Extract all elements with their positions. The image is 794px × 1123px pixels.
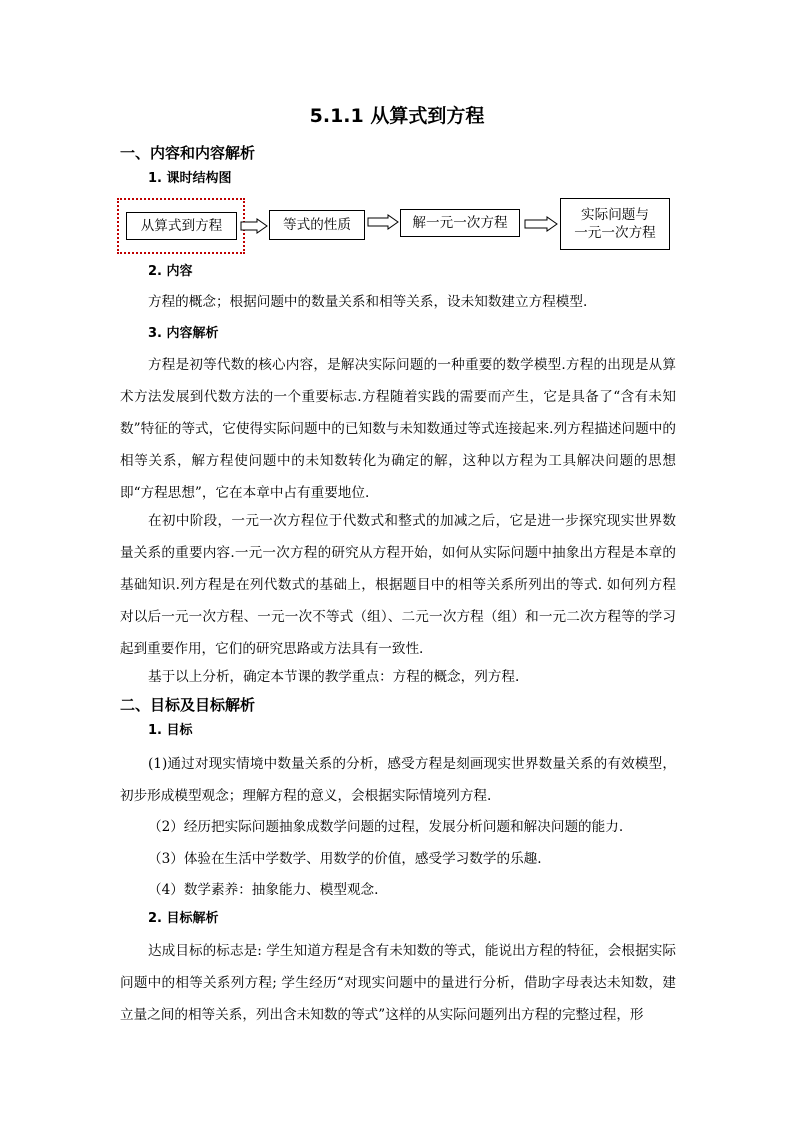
arrow-icon [240,218,268,234]
analysis-paragraph-3: 基于以上分析，确定本节课的教学重点：方程的概念，列方程. [148,669,520,685]
section-heading-1: 一、内容和内容解析 [120,144,256,162]
analysis-paragraph-2: 在初中阶段，一元一次方程位于代数式和整式的加减之后，它是进一步探究现实世界数量关系的重要内容.一元一次方程的研究从方程开始，如何从实际问题中抽象出方程是本章的基础知识.列方程是在列代数式的基础上，根据题目中的相等关系所列出的等式. 如何列方程对以后一元一次方程、一元一次不等式（组）、二元一次方程（组）和一元二次方程等的学习起到重要作用，它们的研究思路或方法具有一致性. [120,513,676,657]
analysis-paragraph-1: 方程是初等代数的核心内容，是解决实际问题的一种重要的数学模型.方程的出现是从算术方法发展到代数方法的一个重要标志.方程随着实践的需要而产生，它是具备了“含有未知数”特征的等式，它使得实际问题中的已知数与未知数通过等式连接起来.列方程描述问题中的相等关系，解方程使问题中的未知数转化为确定的解，这种以方程为工具解决问题的思想即“方程思想”，它在本章中占有重要地位. [120,357,676,501]
goal-4: （4）数学素养：抽象能力、模型观念. [148,882,379,898]
flow-box-equality-properties: 等式的性质 [269,210,365,240]
arrow-icon [367,214,399,230]
flow-box-solve-linear-equation: 解一元一次方程 [400,209,520,237]
subheading-goals: 1. 目标 [148,723,193,738]
goal-3: （3）体验在生活中学数学、用数学的价值，感受学习数学的乐趣. [148,851,542,867]
subheading-goal-analysis: 2. 目标解析 [148,911,219,926]
flow-box-line: 实际问题与 [581,207,649,223]
content-text: 方程的概念；根据问题中的数量关系和相等关系，设未知数建立方程模型. [148,294,588,310]
subheading-content: 2. 内容 [148,264,193,279]
subheading-structure: 1. 课时结构图 [148,171,232,186]
goal-analysis-paragraph: 达成目标的标志是: 学生知道方程是含有未知数的等式，能说出方程的特征，会根据实际问题中的相等关系列方程; 学生经历“对现实问题中的量进行分析，借助字母表达未知数，建立量之间的相等关系，列出含未知数的等式”这样的从实际问题列出方程的完整过程，形 [120,943,676,1023]
flow-box-practical-problems [560,198,670,250]
arrow-icon [524,216,558,232]
section-heading-2: 二、目标及目标解析 [120,696,256,714]
flow-box-equation-from-expression: 从算式到方程 [126,212,237,240]
page-title: 5.1.1 从算式到方程 [309,105,485,127]
flow-box-line: 一元一次方程 [574,225,656,241]
goal-2: （2）经历把实际问题抽象成数学问题的过程，发展分析问题和解决问题的能力. [148,819,624,835]
subheading-analysis: 3. 内容解析 [148,326,219,341]
goal-1: (1)通过对现实情境中数量关系的分析，感受方程是刻画现实世界数量关系的有效模型，初步形成模型观念；理解方程的意义，会根据实际情境列方程. [120,756,676,804]
